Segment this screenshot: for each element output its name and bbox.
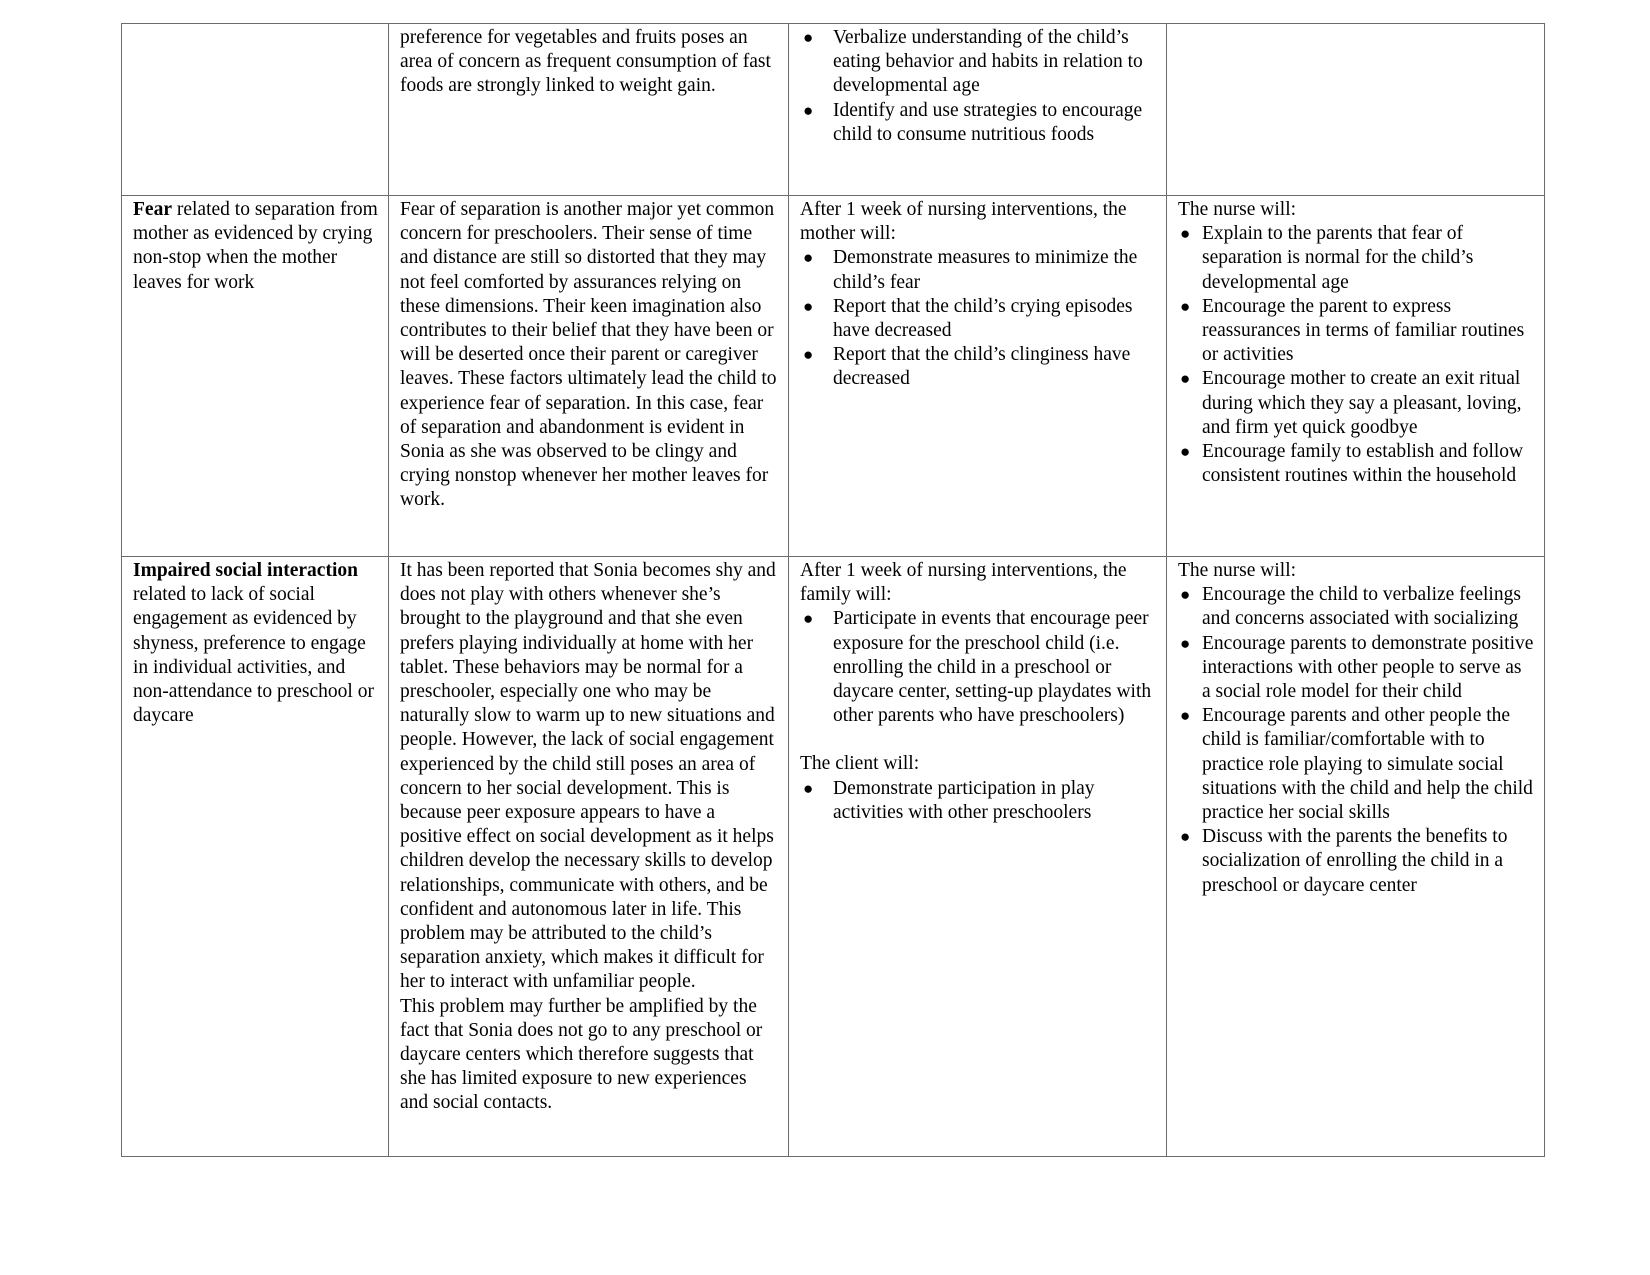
client-outcomes-list	[800, 777, 1156, 825]
list-item-text: Participate in events that encourage peer exposure for the preschool child (i.e. enrolling the child in a preschool or daycare center, setting-up playdates with other parents who have preschoolers)	[833, 608, 1152, 727]
list-item	[800, 99, 1156, 147]
rationale-paragraph: It has been reported that Sonia becomes shy and does not play with others whenever she’s brought to the playground and that she even prefers playing individually at home with her tablet. These behaviors may be normal for a preschooler, especially one who may be naturally slow to warm up to new situations and people. However, the lack of social engagement experienced by the child still poses an area of concern to her social development. This is because peer exposure appears to have a positive effect on social development as it helps children develop the necessary skills to develop relationships, communicate with others, and be confident and autonomous later in life. This problem may be attributed to the child’s separation anxiety, which makes it difficult for her to interact with unfamiliar people.	[400, 560, 776, 993]
spacer	[800, 728, 1156, 752]
bullet-icon: ●	[1180, 442, 1191, 462]
bullet-icon: ●	[803, 28, 814, 47]
diagnosis-text: related to separation from mother as evidenced by crying non-stop when the mother leaves for work	[133, 199, 378, 293]
bullet-icon: ●	[1180, 296, 1191, 316]
interventions-cell	[1167, 196, 1545, 557]
bullet-icon: ●	[1180, 706, 1191, 726]
rationale-paragraph: This problem may further be amplified by the fact that Sonia does not go to any preschool or daycare centers which therefore suggests that she has limited exposure to new experiences and social contacts.	[400, 995, 763, 1114]
list-item	[800, 343, 1156, 391]
bullet-icon: ●	[1180, 585, 1191, 605]
table-row	[122, 196, 1545, 557]
list-item-text: Encourage family to establish and follow consistent routines within the household	[1202, 441, 1524, 487]
diagnosis-title: Impaired social interaction	[133, 560, 358, 581]
list-item-text: Demonstrate measures to minimize the child’s fear	[833, 247, 1138, 293]
list-item-text: Verbalize understanding of the child’s eating behavior and habits in relation to developmental age	[833, 27, 1143, 97]
list-item	[800, 295, 1156, 343]
bullet-icon: ●	[803, 100, 814, 120]
interventions-cell	[1167, 24, 1545, 196]
table-row	[122, 557, 1545, 1157]
list-item	[1178, 295, 1534, 368]
outcomes-cell	[789, 557, 1167, 1157]
diagnosis-text: related to lack of social engagement as evidenced by shyness, preference to engage in individual activities, and non-attendance to preschool or daycare	[133, 584, 374, 727]
diagnosis-cell	[122, 24, 389, 196]
rationale-cell	[389, 196, 789, 557]
rationale-paragraph: Fear of separation is another major yet common concern for preschoolers. Their sense of time and distance are still so distorted that they may not feel comforted by assurances relying on these dimensions. Their keen imagination also contributes to their belief that they have been or will be deserted once their parent or caregiver leaves. These factors ultimately lead the child to experience fear of separation. In this case, fear of separation and abandonment is evident in Sonia as she was observed to be clingy and crying nonstop whenever her mother leaves for work.	[400, 199, 777, 511]
list-item	[1178, 632, 1534, 705]
interventions-list	[1178, 583, 1534, 898]
list-item	[800, 607, 1156, 728]
list-item-text: Discuss with the parents the benefits to socialization of enrolling the child in a preschool or daycare center	[1202, 826, 1508, 896]
list-item	[1178, 583, 1534, 631]
list-item	[1178, 440, 1534, 488]
list-item	[800, 26, 1156, 99]
outcomes-cell	[789, 196, 1167, 557]
bullet-icon: ●	[1180, 827, 1191, 847]
list-item-text: Report that the child’s clinginess have decreased	[833, 344, 1131, 390]
list-item	[1178, 704, 1534, 825]
interventions-cell	[1167, 557, 1545, 1157]
diagnosis-title: Fear	[133, 199, 172, 220]
outcomes-intro: After 1 week of nursing interventions, the family will:	[800, 560, 1127, 606]
interventions-intro: The nurse will:	[1178, 199, 1297, 220]
bullet-icon: ●	[803, 296, 814, 316]
list-item	[1178, 825, 1534, 898]
bullet-icon: ●	[1180, 369, 1191, 389]
interventions-intro: The nurse will:	[1178, 560, 1297, 581]
bullet-icon: ●	[1180, 224, 1191, 244]
list-item-text: Encourage mother to create an exit ritual during which they say a pleasant, loving, and firm yet quick goodbye	[1202, 368, 1522, 438]
bullet-icon: ●	[1180, 633, 1191, 653]
list-item-text: Encourage parents to demonstrate positive interactions with other people to serve as a social role model for their child	[1202, 632, 1534, 703]
outcomes-list	[800, 607, 1156, 728]
list-item	[800, 777, 1156, 825]
list-item-text: Demonstrate participation in play activities with other preschoolers	[833, 777, 1095, 823]
interventions-list	[1178, 222, 1534, 488]
bullet-icon: ●	[803, 778, 814, 798]
table-row	[122, 24, 1545, 196]
list-item-text: Explain to the parents that fear of separation is normal for the child’s developmental age	[1202, 223, 1474, 293]
outcomes-list	[800, 26, 1156, 147]
outcomes-cell	[789, 24, 1167, 196]
bullet-icon: ●	[803, 248, 814, 268]
outcomes-list	[800, 246, 1156, 391]
list-item-text: Encourage parents and other people the child is familiar/comfortable with to practice role playing to simulate social situations with the child and help the child practice her social skills	[1202, 705, 1533, 824]
rationale-paragraph: preference for vegetables and fruits poses an area of concern as frequent consumption of fast foods are strongly linked to weight gain.	[400, 27, 771, 97]
list-item-text: Identify and use strategies to encourage child to consume nutritious foods	[833, 99, 1143, 145]
rationale-cell	[389, 24, 789, 196]
list-item-text: Encourage the child to verbalize feelings and concerns associated with socializing	[1202, 584, 1521, 630]
list-item-text: Encourage the parent to express reassurances in terms of familiar routines or activities	[1202, 295, 1525, 366]
bullet-icon: ●	[803, 345, 814, 365]
rationale-cell	[389, 557, 789, 1157]
list-item-text: Report that the child’s crying episodes have decreased	[833, 295, 1133, 342]
client-outcomes-intro: The client will:	[800, 753, 920, 775]
diagnosis-cell	[122, 196, 389, 557]
care-plan-table	[121, 23, 1545, 1157]
bullet-icon: ●	[803, 609, 814, 629]
diagnosis-cell	[122, 557, 389, 1157]
list-item	[1178, 367, 1534, 440]
list-item	[1178, 222, 1534, 295]
list-item	[800, 246, 1156, 294]
outcomes-intro: After 1 week of nursing interventions, the mother will:	[800, 199, 1127, 245]
